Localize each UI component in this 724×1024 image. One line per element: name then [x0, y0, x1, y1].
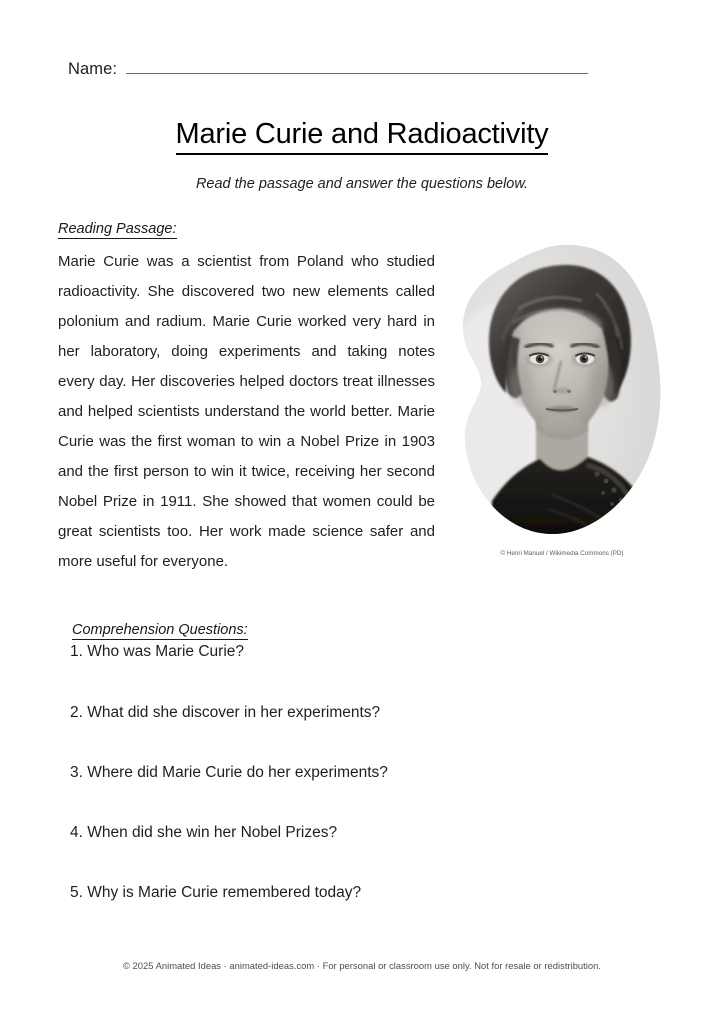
page-title-text: Marie Curie and Radioactivity: [176, 118, 549, 155]
name-label: Name:: [68, 60, 118, 78]
page-title: [0, 118, 724, 151]
question-item: 3. Where did Marie Curie do her experiments?: [70, 764, 388, 781]
question-item: 4. When did she win her Nobel Prizes?: [70, 824, 338, 841]
question-item: 2. What did she discover in her experiments?: [70, 704, 381, 721]
name-field-row: [68, 60, 588, 79]
footer-copyright: © 2025 Animated Ideas · animated-ideas.com · For personal or classroom use only. Not for resale or redistribution.: [123, 960, 601, 971]
page-subtitle: Read the passage and answer the questions below.: [195, 176, 529, 192]
marie-curie-portrait-figure: [456, 243, 668, 543]
reading-passage-heading: [58, 221, 177, 237]
comprehension-questions-heading-text: Comprehension Questions:: [72, 622, 248, 638]
reading-passage-body: Marie Curie was a scientist from Poland who studied radioactivity. She discovered two new elements called polonium and radium. Marie Curie worked very hard in her laboratory, doing experiments and taking notes every day. Her discoveries helped doctors treat illnesses and helped scientists understand the world better. Marie Curie was the first woman to win a Nobel Prize in 1903 and the first person to win it twice, receiving her second Nobel Prize in 1911. She showed that women could be great scientists too. Her work made science safer and more useful for everyone.: [58, 253, 435, 570]
comprehension-questions-list: [70, 641, 630, 942]
reading-passage-heading-text: Reading Passage:: [58, 221, 177, 237]
comprehension-questions-heading: [72, 622, 248, 638]
portrait-caption: © Henri Manuel / Wikimedia Commons (PD): [500, 550, 624, 557]
question-item: 5. Why is Marie Curie remembered today?: [70, 884, 362, 901]
name-input-line[interactable]: [126, 60, 588, 74]
portrait-of-marie-curie: [456, 243, 668, 543]
question-item: 1. Who was Marie Curie?: [70, 643, 245, 660]
